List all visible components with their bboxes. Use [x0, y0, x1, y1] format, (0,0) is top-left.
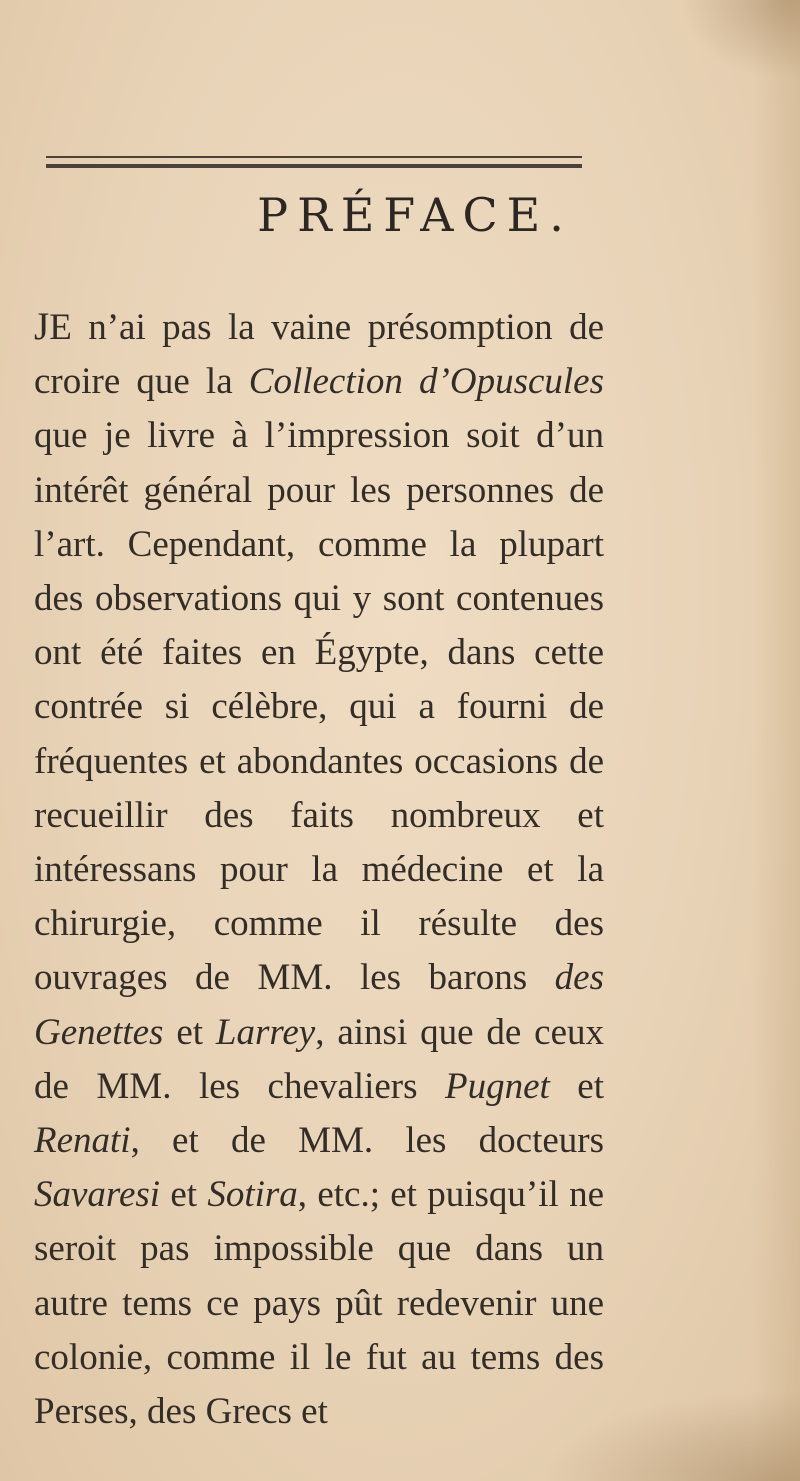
text-run: , ainsi que de ceux de MM. les chevaliers [34, 1011, 604, 1107]
paper-stain [680, 0, 800, 80]
text-run: et [549, 1065, 605, 1107]
page-title: PRÉFACE. [257, 188, 573, 242]
header-rule-thin [46, 156, 582, 158]
italic-name: Pugnet [445, 1065, 550, 1107]
italic-title: Collection d’Opuscules [248, 361, 604, 403]
italic-name: des Genettes [34, 957, 604, 1053]
header-rule-thick [46, 164, 582, 168]
text-run: , etc.; et puisqu’il ne seroit pas impossible que dans un autre tems ce pays pût redevenir une colonie, comme il le fut au tems des Perses, des Grecs et [34, 1174, 604, 1433]
italic-name: Savaresi [34, 1174, 161, 1216]
text-run: , et de MM. les docteurs [130, 1120, 604, 1162]
text-run: et [160, 1174, 208, 1216]
italic-name: Sotira [207, 1174, 298, 1216]
text-run: et [163, 1011, 216, 1053]
text-run: que je livre à l’impression soit d’un intérêt général pour les personnes de l’art. Cependant, comme la plupart des observations qui y sont contenues ont été faites en Égypte, dans cette contrée si célèbre, qui a fourni de fréquentes et abondantes occasions de recueillir des faits nombreux et intéressans pour la médecine et la chirurgie, comme il résulte des ouvrages de MM. les barons [34, 415, 604, 999]
text-run: E n’ai pas la vaine présomption de croire que la [34, 307, 604, 403]
drop-cap: J [34, 305, 50, 348]
body-paragraph [34, 300, 604, 1439]
italic-name: Larrey [215, 1011, 316, 1053]
italic-name: Renati [34, 1120, 131, 1162]
